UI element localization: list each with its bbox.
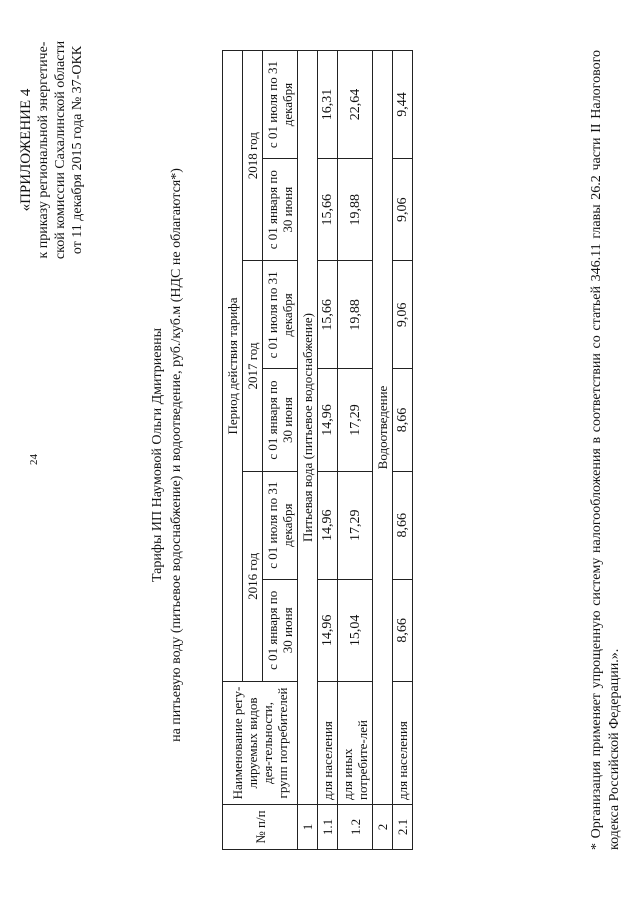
header-half: с 01 июля по 31 декабря (263, 51, 298, 159)
header-half: с 01 июля по 31 декабря (263, 261, 298, 369)
section-title: Водоотведение (373, 51, 393, 805)
header-half: с 01 января по 30 июня (263, 579, 298, 681)
row-number: 2.1 (393, 805, 413, 850)
row-name: для иных потребите-лей (338, 682, 373, 805)
tariff-value: 16,31 (318, 51, 338, 159)
row-name: для населения (393, 682, 413, 805)
row-number: 1.2 (338, 805, 373, 850)
table-row (318, 51, 338, 850)
footnote: * Организация применяет упрощенную систему налогообложения в соответствии со статьей 346.11 главы 26.2 части II Налогового кодекса Российской Федерации.». (589, 50, 622, 850)
tariff-value: 8,66 (393, 471, 413, 579)
section-number: 1 (298, 805, 318, 850)
appendix-heading: «ПРИЛОЖЕНИЕ 4 (18, 88, 34, 212)
tariff-value: 17,29 (338, 471, 373, 579)
appendix-header (18, 15, 86, 285)
section-number: 2 (373, 805, 393, 850)
tariff-value: 22,64 (338, 51, 373, 159)
document-title (148, 155, 186, 755)
header-number: № п/п (223, 805, 298, 850)
section-title: Питьевая вода (питьевое водоснабжение) (298, 51, 318, 805)
tariff-value: 9,06 (393, 159, 413, 261)
section-row (298, 51, 318, 850)
tariff-table (222, 50, 413, 850)
header-half: с 01 января по 30 июня (263, 369, 298, 471)
table-row (393, 51, 413, 850)
appendix-line: к приказу региональной энергетиче- (36, 41, 51, 259)
tariff-value: 9,06 (393, 261, 413, 369)
section-row (373, 51, 393, 850)
title-line-2: на питьевую воду (питьевое водоснабжение) и водоотведение, руб./куб.м (НДС не облагаются*) (169, 168, 184, 742)
header-half: с 01 июля по 31 декабря (263, 471, 298, 579)
tariff-value: 19,88 (338, 261, 373, 369)
tariff-value: 15,66 (318, 261, 338, 369)
title-line-1: Тарифы ИП Наумовой Ольги Дмитриевны (150, 327, 165, 583)
header-year: 2017 год (243, 261, 263, 471)
header-row-period (223, 51, 243, 850)
header-year: 2018 год (243, 51, 263, 261)
tariff-value: 14,96 (318, 369, 338, 471)
row-name: для населения (318, 682, 338, 805)
appendix-line: от 11 декабря 2015 года № 37-ОКК (70, 45, 85, 255)
tariff-value: 19,88 (338, 159, 373, 261)
header-period: Период действия тарифа (223, 51, 243, 682)
tariff-value: 9,44 (393, 51, 413, 159)
header-half: с 01 января по 30 июня (263, 159, 298, 261)
row-number: 1.1 (318, 805, 338, 850)
appendix-line: ской комиссии Сахалинской области (53, 40, 68, 260)
tariff-value: 8,66 (393, 369, 413, 471)
table-row (338, 51, 373, 850)
tariff-value: 8,66 (393, 579, 413, 681)
tariff-value: 15,66 (318, 159, 338, 261)
tariff-value: 14,96 (318, 471, 338, 579)
tariff-value: 15,04 (338, 579, 373, 681)
header-year: 2016 год (243, 471, 263, 681)
header-name: Наименование регу-лируемых видов дея-тельности, групп потребителей (223, 682, 298, 805)
tariff-value: 17,29 (338, 369, 373, 471)
tariff-value: 14,96 (318, 579, 338, 681)
page-number: 24 (28, 454, 40, 465)
